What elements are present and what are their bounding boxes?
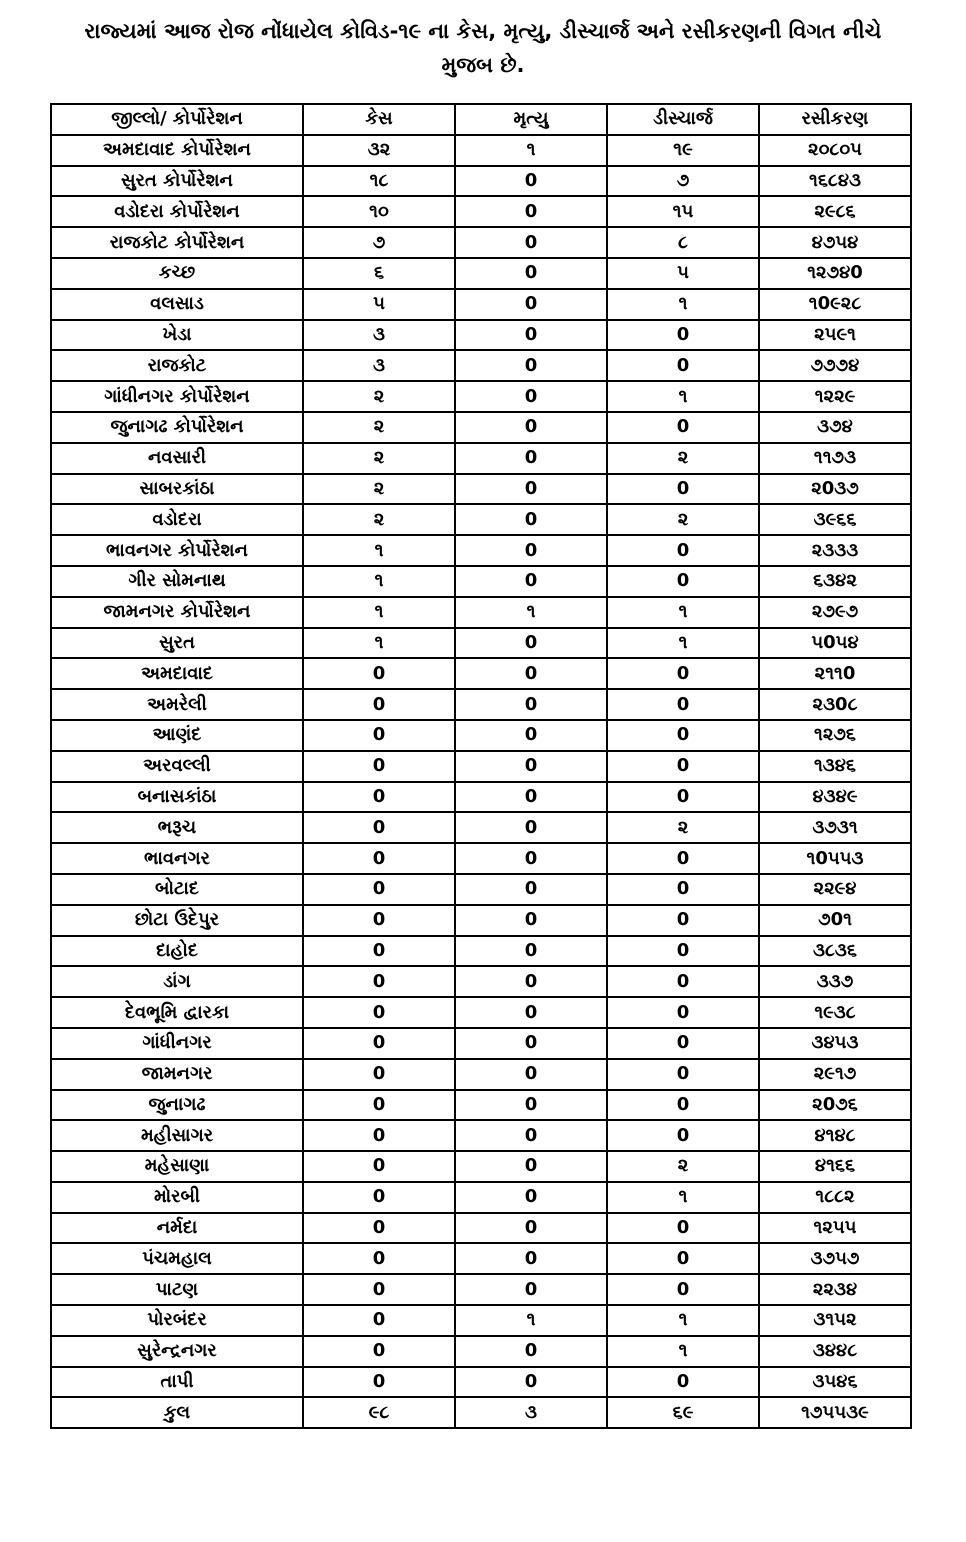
cases-cell: 0 <box>303 1336 455 1367</box>
district-cell: રાજકોટ <box>51 350 303 381</box>
vaccination-cell: ૧૩૪૬ <box>759 751 911 782</box>
deaths-cell: ૧ <box>455 1305 607 1336</box>
cases-cell: 0 <box>303 905 455 936</box>
table-header-row <box>51 104 911 135</box>
cases-cell: 0 <box>303 1120 455 1151</box>
district-cell: પોરબંદર <box>51 1305 303 1336</box>
district-cell: જુનાગઢ કોર્પોરેશન <box>51 412 303 443</box>
cases-cell: ૧ <box>303 535 455 566</box>
vaccination-cell: ૩૮૩૬ <box>759 936 911 967</box>
district-cell: ભાવનગર કોર્પોરેશન <box>51 535 303 566</box>
district-cell: સુરત <box>51 628 303 659</box>
cases-cell: 0 <box>303 1059 455 1090</box>
district-cell: સાબરકાંઠા <box>51 474 303 505</box>
table-row <box>51 135 911 166</box>
vaccination-cell: ૪૧૬૬ <box>759 1151 911 1182</box>
district-cell: અરવલ્લી <box>51 751 303 782</box>
table-row <box>51 1028 911 1059</box>
vaccination-cell: ૬૩૪૨ <box>759 566 911 597</box>
deaths-cell: 0 <box>455 1090 607 1121</box>
discharge-cell: 0 <box>607 1243 759 1274</box>
deaths-cell: 0 <box>455 905 607 936</box>
deaths-cell: 0 <box>455 812 607 843</box>
cases-cell: ૬ <box>303 258 455 289</box>
district-cell: અમરેલી <box>51 689 303 720</box>
discharge-cell: ૭ <box>607 166 759 197</box>
vaccination-cell: ૧0૯૨૮ <box>759 289 911 320</box>
deaths-cell: 0 <box>455 443 607 474</box>
table-row <box>51 812 911 843</box>
cases-cell: 0 <box>303 658 455 689</box>
discharge-cell: ૨ <box>607 504 759 535</box>
deaths-cell: ૧ <box>455 135 607 166</box>
deaths-cell: 0 <box>455 751 607 782</box>
table-row <box>51 997 911 1028</box>
discharge-cell: ૨ <box>607 1151 759 1182</box>
discharge-cell: ૧ <box>607 1305 759 1336</box>
page-heading <box>0 14 966 82</box>
discharge-cell: 0 <box>607 936 759 967</box>
deaths-cell: 0 <box>455 658 607 689</box>
deaths-cell: 0 <box>455 196 607 227</box>
district-cell: ખેડા <box>51 320 303 351</box>
discharge-cell: 0 <box>607 997 759 1028</box>
deaths-cell: 0 <box>455 1274 607 1305</box>
total-cases-cell: ૯૮ <box>303 1397 455 1428</box>
discharge-cell: 0 <box>607 751 759 782</box>
cases-cell: 0 <box>303 843 455 874</box>
cases-cell: 0 <box>303 782 455 813</box>
discharge-cell: 0 <box>607 782 759 813</box>
deaths-cell: 0 <box>455 936 607 967</box>
discharge-cell: 0 <box>607 350 759 381</box>
district-cell: બનાસકાંઠા <box>51 782 303 813</box>
vaccination-cell: ૧૨૭૪0 <box>759 258 911 289</box>
vaccination-cell: ૫0૫૪ <box>759 628 911 659</box>
vaccination-cell: ૪૩૪૯ <box>759 782 911 813</box>
deaths-cell: 0 <box>455 1243 607 1274</box>
covid-district-table <box>50 103 912 1429</box>
district-cell: પાટણ <box>51 1274 303 1305</box>
cases-cell: ૨ <box>303 381 455 412</box>
total-deaths-cell: ૩ <box>455 1397 607 1428</box>
table-total-row <box>51 1397 911 1428</box>
discharge-cell: 0 <box>607 720 759 751</box>
district-cell: આણંદ <box>51 720 303 751</box>
table-row <box>51 1120 911 1151</box>
table-row <box>51 1059 911 1090</box>
table-row <box>51 1151 911 1182</box>
table-row <box>51 1336 911 1367</box>
column-header-deaths: મૃત્યુ <box>455 104 607 135</box>
deaths-cell: 0 <box>455 289 607 320</box>
district-cell: છોટા ઉદેપુર <box>51 905 303 936</box>
discharge-cell: 0 <box>607 566 759 597</box>
district-cell: વડોદરા <box>51 504 303 535</box>
district-cell: મહીસાગર <box>51 1120 303 1151</box>
deaths-cell: 0 <box>455 997 607 1028</box>
discharge-cell: 0 <box>607 474 759 505</box>
cases-cell: 0 <box>303 1213 455 1244</box>
table-row <box>51 166 911 197</box>
discharge-cell: 0 <box>607 966 759 997</box>
cases-cell: 0 <box>303 812 455 843</box>
vaccination-cell: ૪૧૪૮ <box>759 1120 911 1151</box>
vaccination-cell: ૧0૫૫૩ <box>759 843 911 874</box>
vaccination-cell: ૨૩૩૩ <box>759 535 911 566</box>
discharge-cell: 0 <box>607 1090 759 1121</box>
deaths-cell: 0 <box>455 628 607 659</box>
cases-cell: 0 <box>303 1305 455 1336</box>
district-cell: વલસાડ <box>51 289 303 320</box>
deaths-cell: 0 <box>455 1367 607 1398</box>
discharge-cell: 0 <box>607 1120 759 1151</box>
table-row <box>51 504 911 535</box>
cases-cell: 0 <box>303 1151 455 1182</box>
vaccination-cell: ૩૫૪૬ <box>759 1367 911 1398</box>
vaccination-cell: ૨0૭૬ <box>759 1090 911 1121</box>
deaths-cell: 0 <box>455 350 607 381</box>
cases-cell: ૨ <box>303 443 455 474</box>
vaccination-cell: ૩૧૫૨ <box>759 1305 911 1336</box>
heading-line-2: મુજબ છે. <box>441 53 525 77</box>
district-cell: રાજકોટ કોર્પોરેશન <box>51 227 303 258</box>
discharge-cell: 0 <box>607 905 759 936</box>
vaccination-cell: ૨૨૯૪ <box>759 874 911 905</box>
vaccination-cell: ૨૯૮૬ <box>759 196 911 227</box>
column-header-cases: કેસ <box>303 104 455 135</box>
table-row <box>51 535 911 566</box>
table-row <box>51 412 911 443</box>
table-row <box>51 196 911 227</box>
cases-cell: 0 <box>303 1274 455 1305</box>
deaths-cell: 0 <box>455 1059 607 1090</box>
deaths-cell: 0 <box>455 566 607 597</box>
discharge-cell: 0 <box>607 689 759 720</box>
district-cell: દાહોદ <box>51 936 303 967</box>
district-cell: સુરેન્દ્રનગર <box>51 1336 303 1367</box>
cases-cell: 0 <box>303 1182 455 1213</box>
table-row <box>51 258 911 289</box>
vaccination-cell: ૨૭૯૭ <box>759 597 911 628</box>
cases-cell: 0 <box>303 936 455 967</box>
vaccination-cell: ૨૩0૮ <box>759 689 911 720</box>
district-cell: અમદાવાદ <box>51 658 303 689</box>
vaccination-cell: ૨૧૧0 <box>759 658 911 689</box>
vaccination-cell: ૧૯૩૮ <box>759 997 911 1028</box>
column-header-discharge: ડીસ્ચાર્જ <box>607 104 759 135</box>
cases-cell: ૨ <box>303 504 455 535</box>
vaccination-cell: ૧૨૨૯ <box>759 381 911 412</box>
district-cell: જામનગર <box>51 1059 303 1090</box>
table-row <box>51 443 911 474</box>
district-cell: બોટાદ <box>51 874 303 905</box>
cases-cell: ૧ <box>303 597 455 628</box>
cases-cell: ૩ <box>303 320 455 351</box>
discharge-cell: ૧ <box>607 1182 759 1213</box>
table-row <box>51 751 911 782</box>
deaths-cell: 0 <box>455 1028 607 1059</box>
district-cell: તાપી <box>51 1367 303 1398</box>
district-cell: દેવભૂમિ દ્વારકા <box>51 997 303 1028</box>
vaccination-cell: ૨૦૮૦૫ <box>759 135 911 166</box>
deaths-cell: 0 <box>455 1120 607 1151</box>
table-row <box>51 936 911 967</box>
deaths-cell: 0 <box>455 258 607 289</box>
discharge-cell: 0 <box>607 1367 759 1398</box>
table-row <box>51 1274 911 1305</box>
discharge-cell: 0 <box>607 1059 759 1090</box>
vaccination-cell: ૩૪૫૩ <box>759 1028 911 1059</box>
table-row <box>51 689 911 720</box>
table-row <box>51 289 911 320</box>
table-row <box>51 381 911 412</box>
district-cell: ડાંગ <box>51 966 303 997</box>
district-cell: ગીર સોમનાથ <box>51 566 303 597</box>
cases-cell: 0 <box>303 1243 455 1274</box>
cases-cell: 0 <box>303 720 455 751</box>
deaths-cell: 0 <box>455 381 607 412</box>
deaths-cell: 0 <box>455 720 607 751</box>
deaths-cell: 0 <box>455 1182 607 1213</box>
total-vaccination-cell: ૧૭૫૫૩૯ <box>759 1397 911 1428</box>
discharge-cell: ૧ <box>607 628 759 659</box>
vaccination-cell: ૩૯૬૬ <box>759 504 911 535</box>
cases-cell: ૨ <box>303 412 455 443</box>
table-row <box>51 1305 911 1336</box>
cases-cell: 0 <box>303 1367 455 1398</box>
vaccination-cell: ૩૪૪૮ <box>759 1336 911 1367</box>
discharge-cell: ૨ <box>607 812 759 843</box>
district-cell: નર્મદા <box>51 1213 303 1244</box>
table-row <box>51 566 911 597</box>
district-cell: નવસારી <box>51 443 303 474</box>
table-row <box>51 720 911 751</box>
discharge-cell: 0 <box>607 658 759 689</box>
discharge-cell: 0 <box>607 843 759 874</box>
deaths-cell: 0 <box>455 1213 607 1244</box>
deaths-cell: 0 <box>455 782 607 813</box>
table-row <box>51 350 911 381</box>
discharge-cell: 0 <box>607 1028 759 1059</box>
deaths-cell: 0 <box>455 535 607 566</box>
table-row <box>51 1090 911 1121</box>
table-row <box>51 905 911 936</box>
vaccination-cell: ૧૨૭૬ <box>759 720 911 751</box>
vaccination-cell: ૩૩૭ <box>759 966 911 997</box>
vaccination-cell: ૨૨૩૪ <box>759 1274 911 1305</box>
cases-cell: 0 <box>303 689 455 720</box>
table-row <box>51 1243 911 1274</box>
cases-cell: ૧૮ <box>303 166 455 197</box>
vaccination-cell: ૧૧૭૩ <box>759 443 911 474</box>
district-cell: જામનગર કોર્પોરેશન <box>51 597 303 628</box>
total-label-cell: કુલ <box>51 1397 303 1428</box>
district-cell: કચ્છ <box>51 258 303 289</box>
table-row <box>51 474 911 505</box>
table-row <box>51 658 911 689</box>
heading-line-1: રાજ્યમાં આજ રોજ નોંધાયેલ કોવિડ-૧૯ ના કેસ, મૃત્યુ, ડીસ્ચાર્જ અને રસીકરણની વિગત નીચે <box>84 19 882 43</box>
vaccination-cell: ૨૫૯૧ <box>759 320 911 351</box>
discharge-cell: ૮ <box>607 227 759 258</box>
cases-cell: ૨ <box>303 474 455 505</box>
district-cell: સુરત કોર્પોરેશન <box>51 166 303 197</box>
deaths-cell: 0 <box>455 227 607 258</box>
cases-cell: ૧ <box>303 628 455 659</box>
table-row <box>51 782 911 813</box>
cases-cell: 0 <box>303 966 455 997</box>
vaccination-cell: ૩૭૫૭ <box>759 1243 911 1274</box>
district-cell: અમદાવાદ કોર્પોરેશન <box>51 135 303 166</box>
cases-cell: 0 <box>303 1028 455 1059</box>
vaccination-cell: ૭0૧ <box>759 905 911 936</box>
discharge-cell: ૧ <box>607 381 759 412</box>
discharge-cell: ૧૯ <box>607 135 759 166</box>
deaths-cell: ૧ <box>455 597 607 628</box>
deaths-cell: 0 <box>455 412 607 443</box>
cases-cell: ૧૦ <box>303 196 455 227</box>
table-row <box>51 1213 911 1244</box>
discharge-cell: 0 <box>607 320 759 351</box>
district-cell: ગાંધીનગર કોર્પોરેશન <box>51 381 303 412</box>
cases-cell: ૩૨ <box>303 135 455 166</box>
district-cell: ભાવનગર <box>51 843 303 874</box>
discharge-cell: ૨ <box>607 443 759 474</box>
table-row <box>51 227 911 258</box>
district-cell: મોરબી <box>51 1182 303 1213</box>
district-cell: પંચમહાલ <box>51 1243 303 1274</box>
table-row <box>51 1182 911 1213</box>
district-cell: ગાંધીનગર <box>51 1028 303 1059</box>
discharge-cell: ૫ <box>607 258 759 289</box>
vaccination-cell: ૪૭૫૪ <box>759 227 911 258</box>
deaths-cell: 0 <box>455 504 607 535</box>
vaccination-cell: ૧૮૮૨ <box>759 1182 911 1213</box>
deaths-cell: 0 <box>455 843 607 874</box>
deaths-cell: 0 <box>455 320 607 351</box>
cases-cell: ૩ <box>303 350 455 381</box>
column-header-vaccination: રસીકરણ <box>759 104 911 135</box>
vaccination-cell: ૨0૩૭ <box>759 474 911 505</box>
discharge-cell: 0 <box>607 412 759 443</box>
table-row <box>51 1367 911 1398</box>
deaths-cell: 0 <box>455 966 607 997</box>
table-body <box>51 104 911 1428</box>
cases-cell: 0 <box>303 874 455 905</box>
table-row <box>51 874 911 905</box>
deaths-cell: 0 <box>455 874 607 905</box>
cases-cell: ૭ <box>303 227 455 258</box>
discharge-cell: ૧૫ <box>607 196 759 227</box>
district-cell: મહેસાણા <box>51 1151 303 1182</box>
district-cell: જુનાગઢ <box>51 1090 303 1121</box>
discharge-cell: 0 <box>607 535 759 566</box>
cases-cell: 0 <box>303 997 455 1028</box>
vaccination-cell: ૨૯૧૭ <box>759 1059 911 1090</box>
vaccination-cell: ૧૨૫૫ <box>759 1213 911 1244</box>
table-row <box>51 320 911 351</box>
deaths-cell: 0 <box>455 1336 607 1367</box>
discharge-cell: 0 <box>607 874 759 905</box>
vaccination-cell: ૭૭૭૪ <box>759 350 911 381</box>
cases-cell: ૧ <box>303 566 455 597</box>
table-row <box>51 843 911 874</box>
cases-cell: 0 <box>303 751 455 782</box>
deaths-cell: 0 <box>455 1151 607 1182</box>
cases-cell: 0 <box>303 1090 455 1121</box>
discharge-cell: 0 <box>607 1274 759 1305</box>
column-header-district: જીલ્લો/ કોર્પોરેશન <box>51 104 303 135</box>
deaths-cell: 0 <box>455 689 607 720</box>
table-row <box>51 597 911 628</box>
vaccination-cell: ૧૬૮૪૩ <box>759 166 911 197</box>
discharge-cell: ૧ <box>607 289 759 320</box>
deaths-cell: 0 <box>455 166 607 197</box>
vaccination-cell: ૩૭૪ <box>759 412 911 443</box>
discharge-cell: 0 <box>607 1213 759 1244</box>
vaccination-cell: ૩૭૩૧ <box>759 812 911 843</box>
district-cell: ભરૂચ <box>51 812 303 843</box>
district-cell: વડોદરા કોર્પોરેશન <box>51 196 303 227</box>
discharge-cell: ૧ <box>607 597 759 628</box>
table-row <box>51 628 911 659</box>
discharge-cell: ૧ <box>607 1336 759 1367</box>
total-discharge-cell: ૬૯ <box>607 1397 759 1428</box>
deaths-cell: 0 <box>455 474 607 505</box>
table-row <box>51 966 911 997</box>
cases-cell: ૫ <box>303 289 455 320</box>
